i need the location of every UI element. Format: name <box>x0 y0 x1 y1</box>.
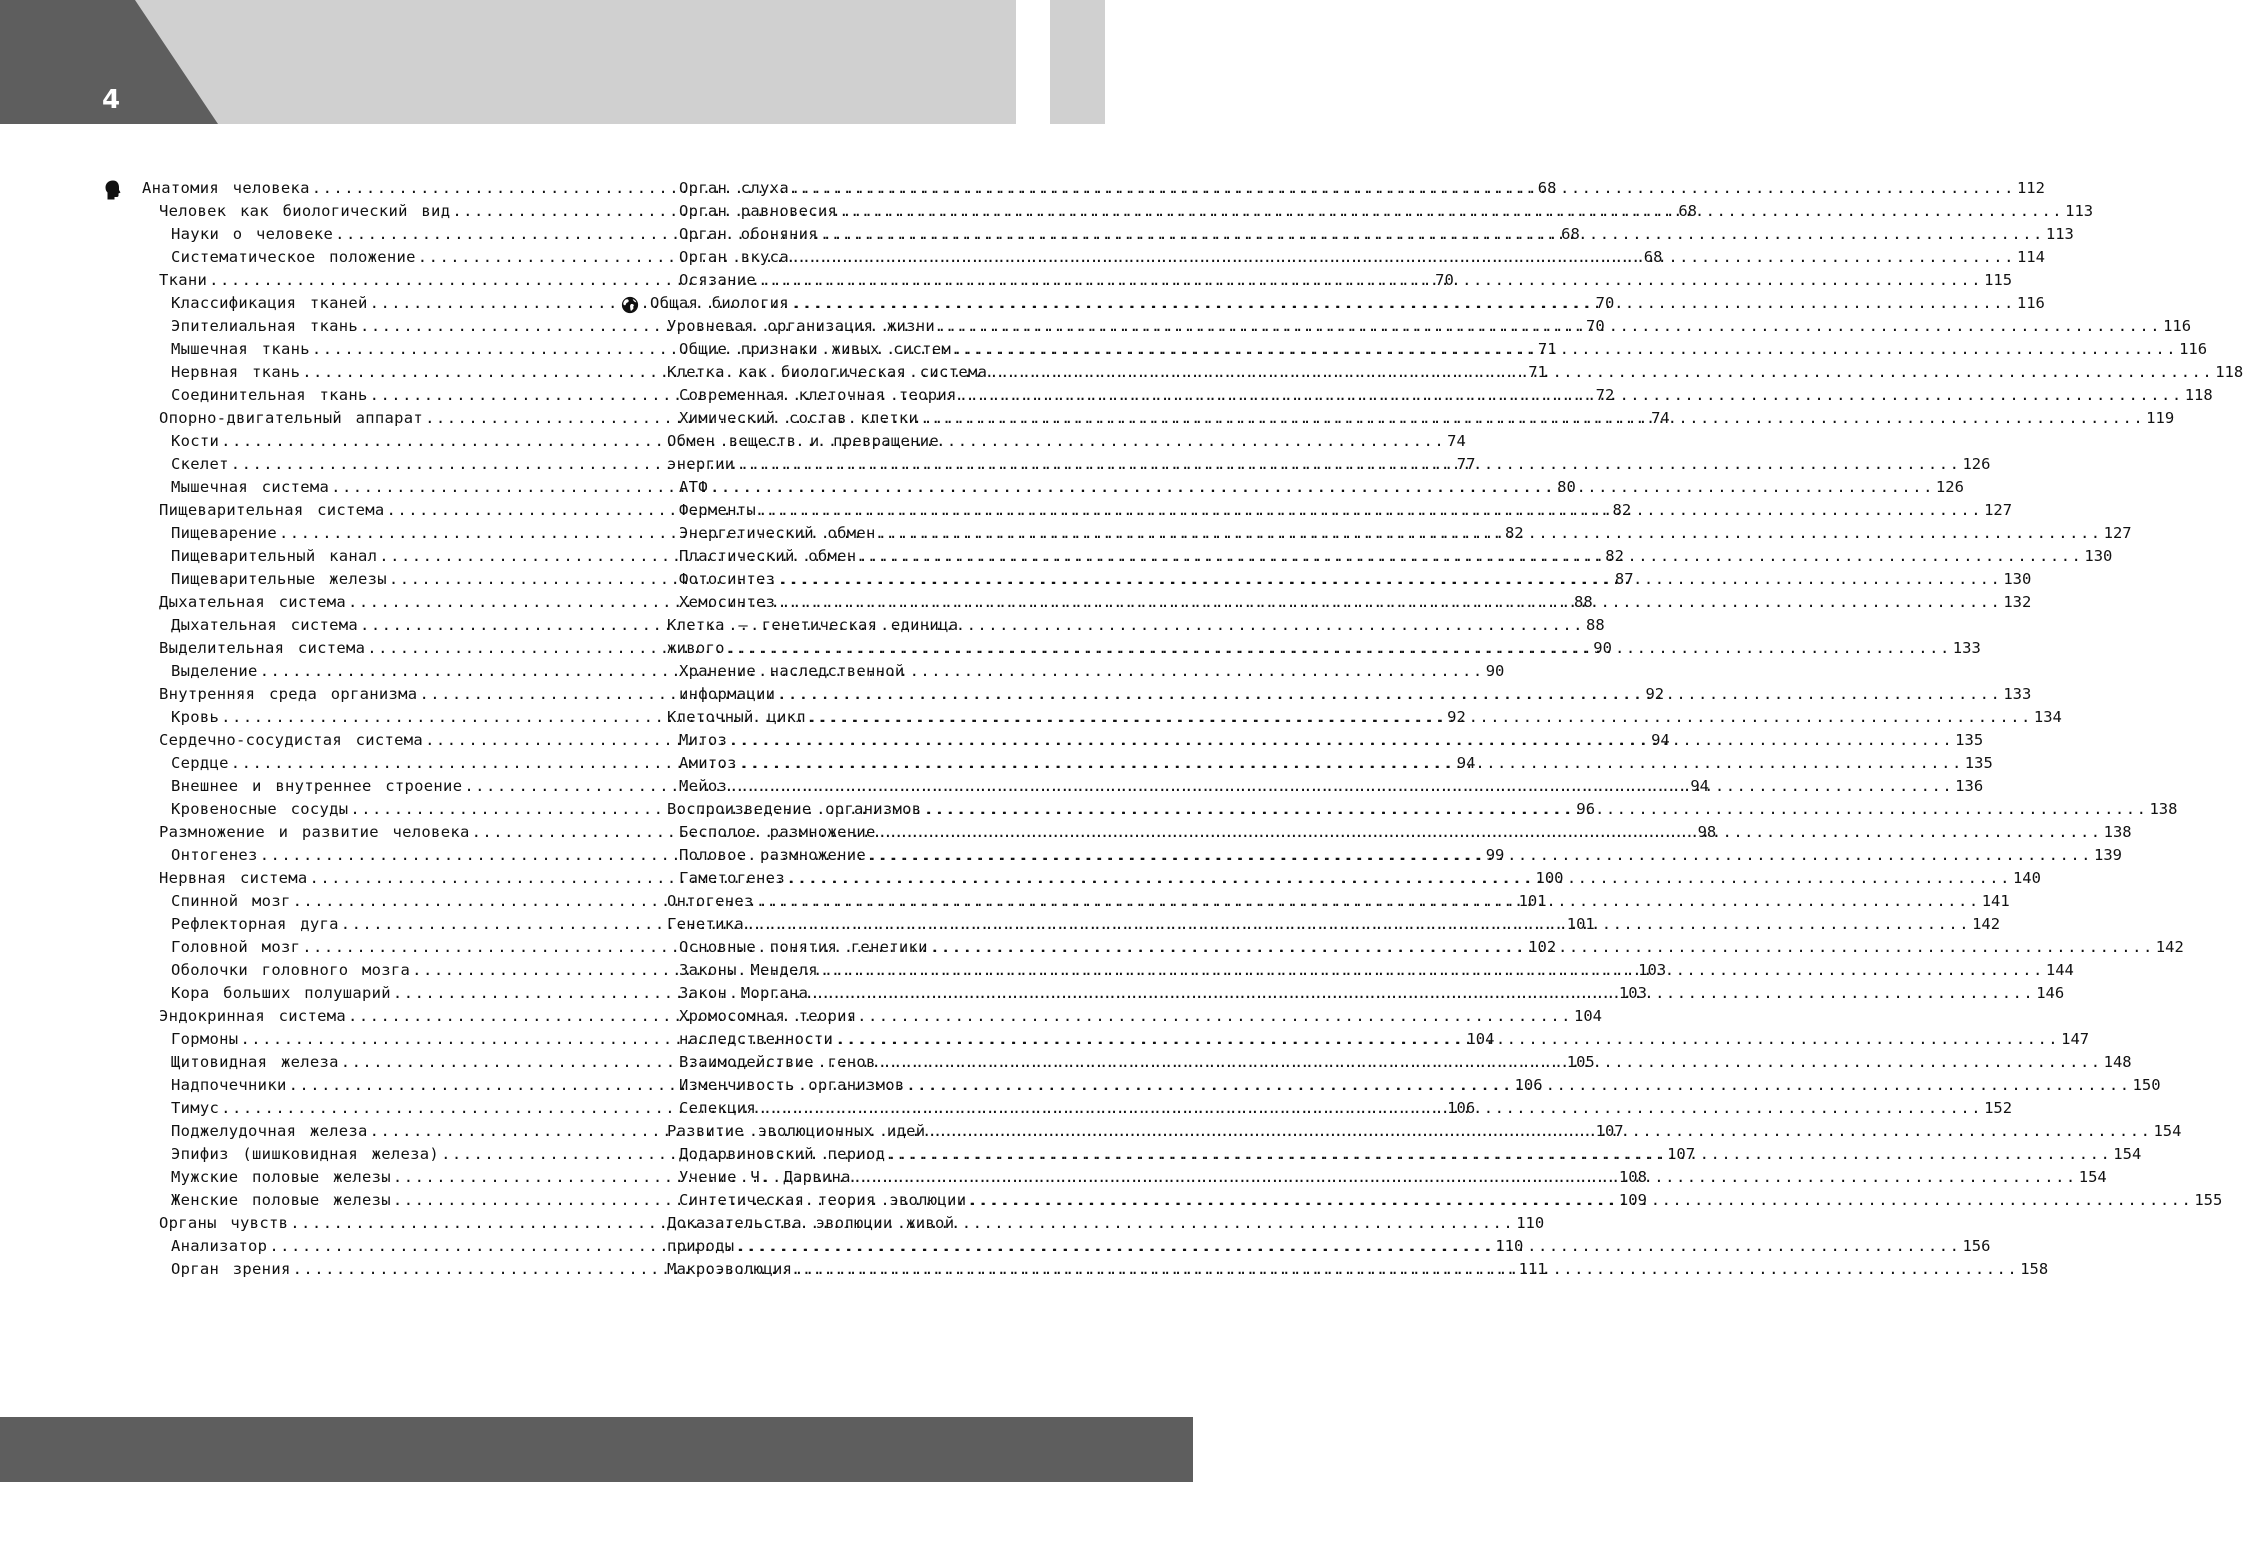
toc-entry-title: Орган слуха <box>679 179 789 197</box>
toc-entry-page: 119 <box>2146 409 2175 427</box>
toc-entry-page: 126 <box>1935 478 1964 496</box>
toc-entry-title: Митоз <box>679 731 728 749</box>
toc-entry-page: 82 <box>1504 524 1524 542</box>
toc-leader-dots <box>820 959 2044 982</box>
toc-leader-dots <box>777 591 2001 614</box>
toc-entry-title: Пищеварительный канал <box>171 547 378 565</box>
toc-entry-title: Поджелудочная железа <box>171 1122 368 1140</box>
toc-entry-page: 88 <box>1574 593 1593 611</box>
toc-entry-page: 68 <box>1643 248 1663 266</box>
toc-entry-title: Соединительная ткань <box>171 386 368 404</box>
toc-entry-title: Воспроизведение организмов <box>667 800 922 818</box>
toc-entry-page: 108 <box>1618 1168 1647 1186</box>
toc-entry-title: Половое размножение <box>679 846 867 864</box>
toc-entry-page: 80 <box>1557 478 1576 496</box>
toc-leader-dots <box>746 913 1970 936</box>
toc-entry-title: Химический состав клетки <box>679 409 919 427</box>
toc-entry-page: 140 <box>2012 869 2041 887</box>
toc-entry-page: 147 <box>2061 1030 2090 1048</box>
toc-leader-dots <box>758 1097 1982 1120</box>
toc-entry-title: Осязание <box>679 271 757 289</box>
toc-entry-title: Взаимодействие генов <box>679 1053 876 1071</box>
toc-entry-page: 92 <box>1447 708 1466 726</box>
toc-entry-page: 87 <box>1614 570 1634 588</box>
toc-leader-dots <box>739 752 1963 775</box>
toc-entry-title: Амитоз <box>679 754 737 772</box>
toc-leader-dots <box>758 499 1982 522</box>
toc-entry-page: 110 <box>1495 1237 1524 1255</box>
toc-leader-dots <box>729 729 1953 752</box>
footer-band <box>0 1417 1193 1482</box>
toc-entry-page: 96 <box>1576 800 1596 818</box>
toc-entry-page: 152 <box>1984 1099 2013 1117</box>
toc-entry-title: Законы Менделя <box>679 961 818 979</box>
toc-entry-title: Селекция <box>679 1099 757 1117</box>
toc-entry-title: Бесполое размножение <box>679 823 876 841</box>
toc-entry-title: Пищеварение <box>171 524 277 542</box>
toc-entry-title: Клетка как биологическая система <box>667 363 988 381</box>
toc-entry-title: Нервная ткань <box>171 363 301 381</box>
header-band-right <box>1050 0 1105 124</box>
toc-leader-dots <box>920 407 2144 430</box>
toc-entry-title: Развитие эволюционных идей <box>667 1122 926 1140</box>
toc-entry-title: Человек как биологический вид <box>159 202 451 220</box>
toc-entry-page: 106 <box>1447 1099 1476 1117</box>
toc-entry-page: 130 <box>2003 570 2032 588</box>
toc-entry-page: 154 <box>2078 1168 2107 1186</box>
toc-entry-title: Онтогенез <box>171 846 258 864</box>
toc-entry-title: Современная клеточная теория <box>679 386 957 404</box>
toc-entry-title: Общие признаки живых систем <box>679 340 952 358</box>
toc-entry-page: 116 <box>2016 294 2045 312</box>
toc-entry-title: Мышечная ткань <box>171 340 310 358</box>
toc-leader-dots <box>959 384 2183 407</box>
toc-entry-page: 142 <box>1972 915 2001 933</box>
toc-entry-title: Пластический обмен <box>679 547 857 565</box>
toc-entry-page: 94 <box>1456 754 1476 772</box>
toc-entry-page: 130 <box>2084 547 2113 565</box>
toc-entry-page: 70 <box>1595 294 1615 312</box>
toc-entry-page: 68 <box>1537 179 1557 197</box>
toc-leader-dots <box>923 798 2147 821</box>
toc-entry-page: 113 <box>2045 225 2074 243</box>
toc-entry-page: 106 <box>1514 1076 1543 1094</box>
toc-entry-page: 118 <box>2215 363 2243 381</box>
toc-entry-page: 107 <box>1667 1145 1696 1163</box>
toc-entry-title: Головной мозг <box>171 938 301 956</box>
toc-leader-dots <box>887 1143 2111 1166</box>
toc-entry-title: Гаметогенез <box>679 869 785 887</box>
toc-entry-title: Кора больших полушарий <box>171 984 391 1002</box>
toc-entry-title: Анатомия человека <box>142 179 310 197</box>
toc-entry-title: Онтогенез <box>667 892 754 910</box>
toc-entry-page: 126 <box>1962 455 1991 473</box>
toc-entry-title: АТФ <box>679 478 708 496</box>
toc-entry-title: Генетика <box>667 915 745 933</box>
toc-entry-page: 135 <box>1964 754 1993 772</box>
toc-entry-page: 74 <box>1447 432 1466 450</box>
toc-entry-title: Фотосинтез <box>679 570 776 588</box>
toc-entry-title: Внутренняя среда организма <box>159 685 418 703</box>
toc-entry-title: Классификация тканей <box>171 294 368 312</box>
toc-leader-dots <box>794 1258 2018 1281</box>
toc-entry-page: 71 <box>1537 340 1557 358</box>
toc-leader-dots <box>927 1120 2151 1143</box>
toc-leader-dots <box>835 1028 2059 1051</box>
toc-entry-page: 103 <box>1618 984 1647 1002</box>
toc-entry-title: Основные понятия генетики <box>679 938 928 956</box>
page-number: 4 <box>102 85 121 115</box>
toc-entry-title: Додарвиновский период <box>679 1145 886 1163</box>
toc-entry-page: 139 <box>2094 846 2123 864</box>
toc-entry-line: Клетка — генетическая единица <box>667 616 959 634</box>
toc-entry-title: Орган зрения <box>171 1260 291 1278</box>
toc-entry-title: Пищеварительные железы <box>171 570 387 588</box>
toc-leader-dots <box>810 982 2034 1005</box>
toc-entry-page: 111 <box>1518 1260 1547 1278</box>
toc-leader-dots <box>853 1166 2077 1189</box>
toc-entry-title: Макроэволюция <box>667 1260 793 1278</box>
toc-entry-title: Закон Моргана <box>679 984 809 1002</box>
toc-entry-title: Уровневая организация жизни <box>667 317 936 335</box>
toc-entry-line: Хромосомная теория <box>679 1007 857 1025</box>
toc-entry-page: 138 <box>2103 823 2132 841</box>
toc-entry-title: Орган равновесия <box>679 202 838 220</box>
toc-entry-title: Нервная система <box>159 869 308 887</box>
toc-entry-page: 104 <box>1574 1007 1603 1025</box>
toc-entry-page: 99 <box>1485 846 1505 864</box>
toc-entry-page: 82 <box>1612 501 1632 519</box>
toc-entry-title: Эпителиальная ткань <box>171 317 359 335</box>
toc-leader-dots <box>787 867 2011 890</box>
toc-leader-dots <box>777 568 2001 591</box>
toc-entry-title: Скелет <box>171 455 229 473</box>
toc-entry-title: Женские половые железы <box>171 1191 391 1209</box>
toc-entry-page: 134 <box>2033 708 2062 726</box>
toc-entry-page: 132 <box>2003 593 2032 611</box>
human-head-icon <box>104 180 122 200</box>
toc-entry-title: Мужские половые железы <box>171 1168 391 1186</box>
toc-entry-title: Внешнее и внутреннее строение <box>171 777 463 795</box>
toc-entry-title: Ткани <box>159 271 208 289</box>
toc-entry-title: Ферменты <box>679 501 757 519</box>
toc-entry-page: 74 <box>1651 409 1670 427</box>
toc-entry-page: 133 <box>1952 639 1981 657</box>
toc-entry-page: 136 <box>1955 777 1984 795</box>
toc-entry-title: Пищеварительная система <box>159 501 385 519</box>
toc-entry-page: 133 <box>2003 685 2032 703</box>
toc-leader-dots <box>907 1074 2131 1097</box>
toc-entry-page: 150 <box>2132 1076 2161 1094</box>
toc-entry-page: 101 <box>1566 915 1595 933</box>
toc-entry-page: 94 <box>1690 777 1709 795</box>
toc-leader-dots <box>858 545 2082 568</box>
toc-entry-page: 113 <box>2065 202 2094 220</box>
toc-entry-title: Надпочечники <box>171 1076 287 1094</box>
toc-leader-dots <box>878 1051 2102 1074</box>
toc-entry-title: Синтетическая теория эволюции <box>679 1191 967 1209</box>
toc-leader-dots <box>953 338 2177 361</box>
toc-leader-dots <box>710 476 1934 499</box>
toc-entry-title: Опорно-двигательный аппарат <box>159 409 424 427</box>
toc-leader-dots <box>756 890 1980 913</box>
toc-entry-title: Изменчивость организмов <box>679 1076 905 1094</box>
toc-entry-page: 154 <box>2113 1145 2142 1163</box>
toc-entry-title: Рефлекторная дуга <box>171 915 339 933</box>
toc-leader-dots <box>878 522 2102 545</box>
toc-entry-title: Учение Ч. Дарвина <box>679 1168 851 1186</box>
toc-entry-page: 146 <box>2036 984 2065 1002</box>
toc-entry-page: 156 <box>1962 1237 1991 1255</box>
toc-entry-title: Кровь <box>171 708 220 726</box>
toc-entry-title: Кровеносные сосуды <box>171 800 349 818</box>
toc-entry-title: Оболочки головного мозга <box>171 961 411 979</box>
toc-entry-page: 70 <box>1435 271 1454 289</box>
toc-entry-title: Энергетический обмен <box>679 524 876 542</box>
toc-entry-page: 127 <box>1984 501 2013 519</box>
toc-entry-page: 154 <box>2153 1122 2182 1140</box>
toc-entry-page: 148 <box>2103 1053 2132 1071</box>
toc-leader-dots <box>820 223 2044 246</box>
toc-leader-dots <box>989 361 2213 384</box>
toc-entry-title: Хемосинтез <box>679 593 776 611</box>
toc-leader-dots <box>930 936 2154 959</box>
toc-entry-page: 118 <box>2184 386 2213 404</box>
toc-entry-line: Доказательства эволюции живой <box>667 1214 955 1232</box>
toc-entry-page: 101 <box>1518 892 1547 910</box>
toc-entry-page: 107 <box>1595 1122 1624 1140</box>
toc-entry-title: Дыхательная система <box>171 616 359 634</box>
toc-leader-dots <box>791 246 2015 269</box>
toc-entry-page: 70 <box>1586 317 1605 335</box>
toc-entry-title: Выделительная система <box>159 639 366 657</box>
toc-entry-title: Сердечно-сосудистая система <box>159 731 424 749</box>
toc-entry-title: Мейоз <box>679 777 728 795</box>
toc-entry-title: Клеточный цикл <box>667 708 806 726</box>
toc-entry-title: Мышечная система <box>171 478 330 496</box>
toc-entry-page: 68 <box>1561 225 1580 243</box>
toc-entry-title: Эпифиз (шишковидная железа) <box>171 1145 440 1163</box>
toc-entry-page: 127 <box>2103 524 2132 542</box>
toc-leader-dots <box>937 315 2161 338</box>
toc-leader-dots <box>736 1235 1960 1258</box>
toc-entry-page: 105 <box>1566 1053 1595 1071</box>
toc-entry-page: 100 <box>1535 869 1564 887</box>
toc-entry-title: Систематическое положение <box>171 248 416 266</box>
toc-entry-title: Общая биология <box>650 294 789 312</box>
toc-entry-title: Орган вкуса <box>679 248 789 266</box>
toc-entry-title: Спинной мозг <box>171 892 291 910</box>
toc-leader-dots <box>727 637 1951 660</box>
toc-leader-dots <box>736 453 1960 476</box>
toc-leader-dots <box>808 706 2032 729</box>
toc-entry-page: 98 <box>1697 823 1717 841</box>
toc-leader-dots <box>968 1189 2192 1212</box>
toc-entry-page: 109 <box>1618 1191 1647 1209</box>
toc-entry-page: 142 <box>2155 938 2184 956</box>
toc-entry-page: 94 <box>1651 731 1670 749</box>
toc-entry-page: 112 <box>2016 179 2045 197</box>
toc-leader-dots <box>758 269 1982 292</box>
toc-entry-page: 90 <box>1593 639 1612 657</box>
toc-entry-title: Органы чувств <box>159 1214 289 1232</box>
toc-entry-title: Эндокринная система <box>159 1007 347 1025</box>
toc-entry-page: 92 <box>1645 685 1665 703</box>
toc-entry-page: 155 <box>2194 1191 2223 1209</box>
toc-entry-page: 72 <box>1595 386 1615 404</box>
toc-leader-dots <box>777 683 2001 706</box>
toc-entry-title: Орган обоняния <box>679 225 818 243</box>
toc-leader-dots <box>878 821 2102 844</box>
toc-entry-line: Обмен веществ и превращение <box>667 432 940 450</box>
toc-entry-title: Анализатор <box>171 1237 268 1255</box>
toc-entry-title: Науки о человеке <box>171 225 334 243</box>
toc-entry-page: 82 <box>1605 547 1624 565</box>
toc-entry-page: 141 <box>1981 892 2010 910</box>
toc-leader-dots <box>791 292 2015 315</box>
toc-entry-page: 116 <box>2179 340 2208 358</box>
toc-entry-title: природы <box>667 1237 735 1255</box>
toc-entry-title: Выделение <box>171 662 258 680</box>
toc-entry-page: 115 <box>1984 271 2013 289</box>
toc-entry-page: 110 <box>1516 1214 1545 1232</box>
toc-entry-page: 103 <box>1638 961 1667 979</box>
toc-entry-page: 135 <box>1955 731 1984 749</box>
toc-leader-dots <box>839 200 2063 223</box>
toc-entry-title: Размножение и развитие человека <box>159 823 470 841</box>
toc-entry-page: 104 <box>1466 1030 1495 1048</box>
toc-entry-title: Тимус <box>171 1099 220 1117</box>
toc-entry-page: 114 <box>2016 248 2045 266</box>
toc-leader-dots <box>868 844 2092 867</box>
toc-entry-page: 144 <box>2045 961 2074 979</box>
toc-entry-page: 77 <box>1456 455 1476 473</box>
toc-entry-page: 138 <box>2149 800 2178 818</box>
toc-entry-page: 88 <box>1586 616 1605 634</box>
toc-entry-title: Гормоны <box>171 1030 239 1048</box>
toc-entry-title: Кости <box>171 432 220 450</box>
toc-entry-title: Дыхательная система <box>159 593 347 611</box>
toc-entry-page: 158 <box>2020 1260 2049 1278</box>
toc-entry-page: 71 <box>1528 363 1547 381</box>
toc-entry-title: Сердце <box>171 754 229 772</box>
toc-entry-title: наследственности <box>679 1030 834 1048</box>
toc-entry-title: Щитовидная железа <box>171 1053 339 1071</box>
toc-entry-line: Хранение наследственной <box>679 662 905 680</box>
toc-leader-dots <box>729 775 1953 798</box>
toc-entry-page: 116 <box>2163 317 2192 335</box>
toc-entry-title: живого <box>667 639 725 657</box>
toc-entry-page: 90 <box>1485 662 1505 680</box>
toc-entry-title: информации <box>679 685 776 703</box>
toc-entry-page: 102 <box>1528 938 1557 956</box>
toc-leader-dots <box>791 177 2015 200</box>
toc-entry-page: 68 <box>1678 202 1697 220</box>
toc-entry-title: энергии <box>667 455 735 473</box>
